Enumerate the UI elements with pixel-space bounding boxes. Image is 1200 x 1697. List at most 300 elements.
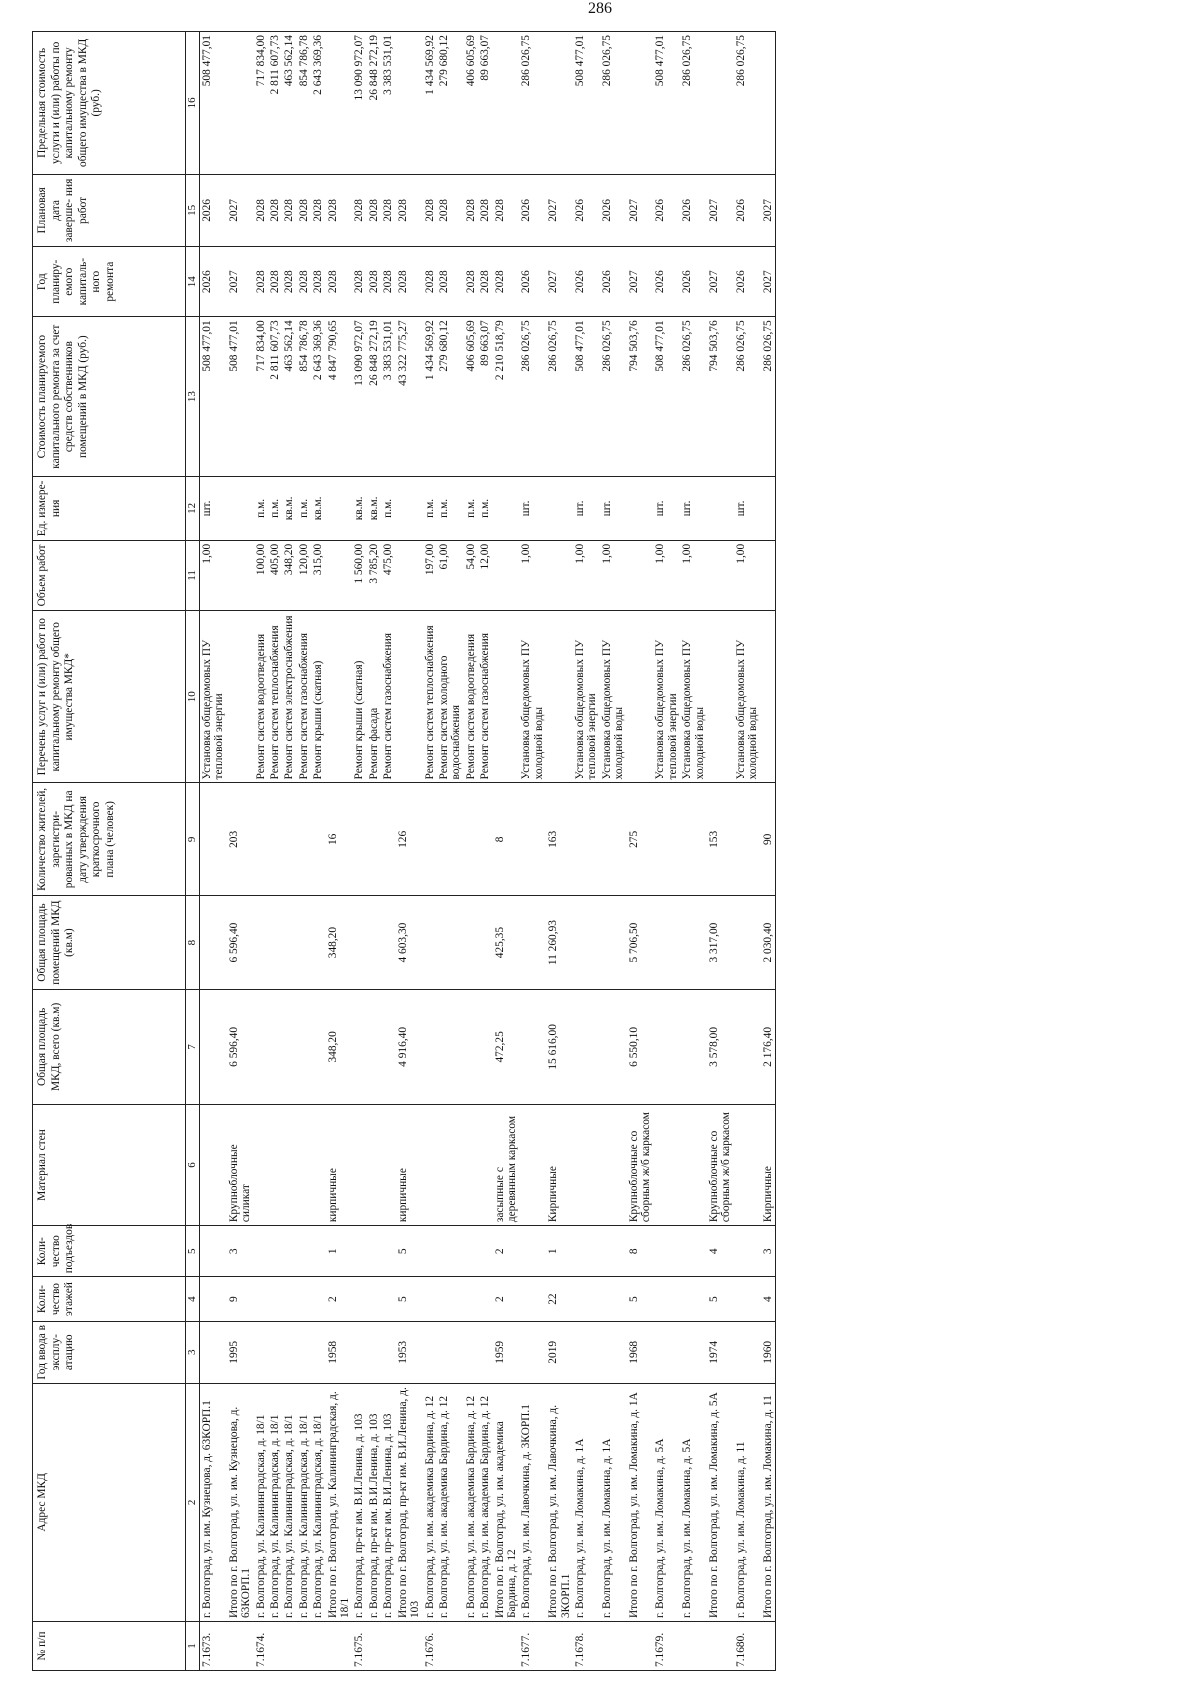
cell-address: г. Волгоград, ул. им. Ломакина, д. 5А: [653, 1383, 680, 1621]
cell-max-cost: [396, 32, 423, 175]
cell-work-volume: 405,00: [268, 540, 282, 610]
cell-address: г. Волгоград, ул. им. академика Бардина, д. 12: [478, 1383, 492, 1621]
cell-entrances: 4: [707, 1226, 734, 1277]
cell-repair-cost: 2 210 518,79: [493, 317, 520, 477]
cell-repair-cost: 4 847 790,65: [326, 317, 353, 477]
table-row: [311, 32, 325, 1671]
cell-entrances: [464, 1226, 478, 1277]
cell-total-area: [297, 989, 311, 1104]
cell-total-area: 4 916,40: [396, 989, 423, 1104]
cell-repair-cost: 89 663,07: [478, 317, 492, 477]
cell-year-commissioned: [200, 1321, 227, 1383]
cell-floors: [352, 1277, 366, 1322]
cell-unit: [546, 476, 573, 540]
cell-work-volume: 100,00: [254, 540, 268, 610]
cell-address: Итого по г. Волгоград, ул. им. Ломакина, д. 5А: [707, 1383, 734, 1621]
cell-floors: [653, 1277, 680, 1322]
cell-repair-year: 2026: [200, 247, 227, 317]
cell-year-commissioned: [437, 1321, 464, 1383]
cell-wall-material: Крупноблочные силикат: [227, 1104, 254, 1225]
cell-max-cost: 286 026,75: [600, 32, 627, 175]
cell-address: Итого по г. Волгоград, ул. Калининградская, д. 18/1: [326, 1383, 353, 1621]
cell-unit: п.м.: [381, 476, 395, 540]
cell-completion-date: 2027: [546, 174, 573, 246]
cell-repair-cost: 794 503,76: [627, 317, 654, 477]
cell-entrances: [478, 1226, 492, 1277]
cell-wall-material: Крупноблочные со сборным ж/б каркасом: [627, 1104, 654, 1225]
cell-floors: 9: [227, 1277, 254, 1322]
cell-work-description: Установка общедомовых ПУ тепловой энергии: [653, 611, 680, 783]
cell-total-area: [600, 989, 627, 1104]
cell-work-volume: 197,00: [423, 540, 437, 610]
cell-premises-area: [519, 896, 546, 990]
cell-address: г. Волгоград, ул. им. академика Бардина, д. 12: [423, 1383, 437, 1621]
cell-row-number: 7.1673.: [200, 1622, 227, 1671]
table-row: [254, 32, 268, 1671]
cell-work-volume: 1,00: [680, 540, 707, 610]
cell-unit: п.м.: [478, 476, 492, 540]
cell-repair-cost: 279 680,12: [437, 317, 464, 477]
cell-total-area: [653, 989, 680, 1104]
cell-repair-year: 2026: [573, 247, 600, 317]
cell-wall-material: [423, 1104, 437, 1225]
cell-repair-cost: 286 026,75: [519, 317, 546, 477]
cell-floors: [680, 1277, 707, 1322]
cell-max-cost: [493, 32, 520, 175]
cell-work-description: Установка общедомовых ПУ холодной воды: [519, 611, 546, 783]
cell-floors: [282, 1277, 296, 1322]
cell-entrances: [600, 1226, 627, 1277]
cell-entrances: [381, 1226, 395, 1277]
cell-entrances: [653, 1226, 680, 1277]
cell-work-volume: [326, 540, 353, 610]
cell-repair-cost: 43 322 775,27: [396, 317, 423, 477]
cell-row-number: [282, 1622, 296, 1671]
cell-max-cost: 854 786,78: [297, 32, 311, 175]
cell-year-commissioned: [297, 1321, 311, 1383]
cell-work-description: Ремонт систем газоснабжения: [381, 611, 395, 783]
cell-premises-area: 2 030,40: [761, 896, 776, 990]
column-number: 8: [186, 896, 200, 990]
cell-residents: [268, 783, 282, 896]
cell-year-commissioned: [464, 1321, 478, 1383]
cell-entrances: [519, 1226, 546, 1277]
cell-premises-area: [478, 896, 492, 990]
cell-unit: шт.: [680, 476, 707, 540]
cell-max-cost: 717 834,00: [254, 32, 268, 175]
column-header: Объем работ: [33, 540, 186, 610]
cell-repair-year: 2027: [546, 247, 573, 317]
cell-wall-material: [680, 1104, 707, 1225]
cell-completion-date: 2027: [761, 174, 776, 246]
cell-repair-year: 2028: [268, 247, 282, 317]
cell-total-area: [268, 989, 282, 1104]
cell-wall-material: [478, 1104, 492, 1225]
cell-unit: шт.: [200, 476, 227, 540]
cell-wall-material: [352, 1104, 366, 1225]
cell-row-number: [600, 1622, 627, 1671]
cell-completion-date: 2027: [707, 174, 734, 246]
table-row: [352, 32, 366, 1671]
cell-address: г. Волгоград, пр-кт им. В.И.Ленина, д. 103: [352, 1383, 366, 1621]
cell-work-description: Установка общедомовых ПУ холодной воды: [600, 611, 627, 783]
cell-repair-cost: 2 811 607,73: [268, 317, 282, 477]
column-header: Адрес МКД: [33, 1383, 186, 1621]
cell-repair-year: 2026: [734, 247, 761, 317]
cell-total-area: [311, 989, 325, 1104]
cell-completion-date: 2026: [519, 174, 546, 246]
cell-total-area: [282, 989, 296, 1104]
cell-max-cost: 286 026,75: [519, 32, 546, 175]
cell-premises-area: [423, 896, 437, 990]
cell-completion-date: 2026: [734, 174, 761, 246]
cell-residents: [464, 783, 478, 896]
cell-completion-date: 2028: [297, 174, 311, 246]
cell-completion-date: 2028: [282, 174, 296, 246]
cell-total-area: 15 616,00: [546, 989, 573, 1104]
cell-repair-year: 2027: [707, 247, 734, 317]
cell-unit: шт.: [519, 476, 546, 540]
cell-wall-material: засыпные с деревянным каркасом: [493, 1104, 520, 1225]
cell-premises-area: 5 706,50: [627, 896, 654, 990]
capital-repair-table: [32, 31, 776, 1671]
cell-total-area: 472,25: [493, 989, 520, 1104]
cell-row-number: [297, 1622, 311, 1671]
cell-work-volume: [707, 540, 734, 610]
cell-premises-area: [464, 896, 478, 990]
cell-entrances: [573, 1226, 600, 1277]
table-row: [478, 32, 492, 1671]
cell-wall-material: Кирпичные: [546, 1104, 573, 1225]
cell-repair-year: 2027: [227, 247, 254, 317]
table-row: [600, 32, 627, 1671]
cell-work-description: Ремонт систем газоснабжения: [297, 611, 311, 783]
cell-total-area: [200, 989, 227, 1104]
cell-year-commissioned: [519, 1321, 546, 1383]
cell-address: г. Волгоград, ул. им. Кузнецова, д. 63КОРП.1: [200, 1383, 227, 1621]
cell-entrances: 3: [227, 1226, 254, 1277]
column-number: 14: [186, 247, 200, 317]
column-number: 7: [186, 989, 200, 1104]
cell-total-area: [367, 989, 381, 1104]
cell-max-cost: [546, 32, 573, 175]
cell-floors: 2: [493, 1277, 520, 1322]
cell-address: г. Волгоград, ул. Калининградская, д. 18/1: [254, 1383, 268, 1621]
cell-unit: шт.: [600, 476, 627, 540]
cell-premises-area: [653, 896, 680, 990]
cell-residents: [734, 783, 761, 896]
cell-completion-date: 2027: [627, 174, 654, 246]
cell-unit: п.м.: [423, 476, 437, 540]
cell-max-cost: 26 848 272,19: [367, 32, 381, 175]
cell-total-area: 348,20: [326, 989, 353, 1104]
cell-work-volume: [761, 540, 776, 610]
cell-floors: [268, 1277, 282, 1322]
cell-residents: [254, 783, 268, 896]
cell-max-cost: 508 477,01: [653, 32, 680, 175]
cell-row-number: [396, 1622, 423, 1671]
cell-repair-cost: 463 562,14: [282, 317, 296, 477]
cell-residents: 203: [227, 783, 254, 896]
cell-floors: [464, 1277, 478, 1322]
cell-address: г. Волгоград, ул. им. академика Бардина, д. 12: [464, 1383, 478, 1621]
cell-residents: 163: [546, 783, 573, 896]
cell-premises-area: 425,35: [493, 896, 520, 990]
cell-completion-date: 2027: [227, 174, 254, 246]
table-row: [200, 32, 227, 1671]
cell-address: Итого по г. Волгоград, ул. им. Кузнецова, д. 63КОРП.1: [227, 1383, 254, 1621]
cell-work-volume: [396, 540, 423, 610]
cell-unit: [396, 476, 423, 540]
cell-completion-date: 2028: [464, 174, 478, 246]
cell-wall-material: кирпичные: [326, 1104, 353, 1225]
table-row: [367, 32, 381, 1671]
cell-work-description: Установка общедомовых ПУ холодной воды: [680, 611, 707, 783]
cell-work-volume: 1 560,00: [352, 540, 366, 610]
cell-row-number: [227, 1622, 254, 1671]
cell-work-description: Ремонт систем теплоснабжения: [423, 611, 437, 783]
cell-year-commissioned: 1974: [707, 1321, 734, 1383]
cell-year-commissioned: [268, 1321, 282, 1383]
cell-entrances: 2: [493, 1226, 520, 1277]
column-number: 10: [186, 611, 200, 783]
cell-row-number: [367, 1622, 381, 1671]
column-header: Ед. измере- ния: [33, 476, 186, 540]
cell-max-cost: 508 477,01: [200, 32, 227, 175]
cell-row-number: [707, 1622, 734, 1671]
cell-unit: п.м.: [297, 476, 311, 540]
cell-max-cost: 13 090 972,07: [352, 32, 366, 175]
cell-floors: 4: [761, 1277, 776, 1322]
cell-work-volume: [227, 540, 254, 610]
cell-floors: [254, 1277, 268, 1322]
cell-completion-date: 2026: [600, 174, 627, 246]
cell-completion-date: 2028: [381, 174, 395, 246]
cell-total-area: [437, 989, 464, 1104]
cell-residents: 153: [707, 783, 734, 896]
cell-completion-date: 2028: [423, 174, 437, 246]
cell-repair-year: 2028: [297, 247, 311, 317]
cell-work-volume: 54,00: [464, 540, 478, 610]
cell-floors: [200, 1277, 227, 1322]
cell-work-description: [627, 611, 654, 783]
cell-work-volume: 1,00: [573, 540, 600, 610]
cell-max-cost: 279 680,12: [437, 32, 464, 175]
cell-work-description: [326, 611, 353, 783]
cell-wall-material: Крупноблочные со сборным ж/б каркасом: [707, 1104, 734, 1225]
cell-total-area: [478, 989, 492, 1104]
cell-entrances: 3: [761, 1226, 776, 1277]
cell-residents: [519, 783, 546, 896]
cell-residents: [352, 783, 366, 896]
cell-max-cost: 89 663,07: [478, 32, 492, 175]
cell-residents: [367, 783, 381, 896]
cell-address: Итого по г. Волгоград, ул. им. Ломакина, д. 1А: [627, 1383, 654, 1621]
cell-completion-date: 2028: [311, 174, 325, 246]
cell-max-cost: [326, 32, 353, 175]
cell-year-commissioned: [282, 1321, 296, 1383]
cell-wall-material: [734, 1104, 761, 1225]
cell-address: г. Волгоград, ул. Калининградская, д. 18/1: [282, 1383, 296, 1621]
cell-address: г. Волгоград, ул. им. Лавочкина, д. 3КОРП.1: [519, 1383, 546, 1621]
cell-premises-area: 6 596,40: [227, 896, 254, 990]
table-row: [761, 32, 776, 1671]
cell-entrances: [680, 1226, 707, 1277]
cell-premises-area: [367, 896, 381, 990]
cell-repair-cost: 1 434 569,92: [423, 317, 437, 477]
table-row: [627, 32, 654, 1671]
cell-work-volume: 475,00: [381, 540, 395, 610]
cell-work-description: Установка общедомовых ПУ холодной воды: [734, 611, 761, 783]
cell-row-number: [546, 1622, 573, 1671]
cell-year-commissioned: 1968: [627, 1321, 654, 1383]
cell-repair-cost: 3 383 531,01: [381, 317, 395, 477]
column-number: 15: [186, 174, 200, 246]
cell-address: г. Волгоград, ул. им. Ломакина, д. 1А: [600, 1383, 627, 1621]
column-header: Год планиру- емого капиталь- ного ремонта: [33, 247, 186, 317]
cell-repair-cost: 286 026,75: [680, 317, 707, 477]
cell-address: г. Волгоград, ул. Калининградская, д. 18/1: [297, 1383, 311, 1621]
cell-repair-year: 2028: [396, 247, 423, 317]
cell-work-volume: 12,00: [478, 540, 492, 610]
cell-wall-material: кирпичные: [396, 1104, 423, 1225]
cell-total-area: [519, 989, 546, 1104]
cell-year-commissioned: [352, 1321, 366, 1383]
cell-wall-material: [381, 1104, 395, 1225]
cell-premises-area: [680, 896, 707, 990]
column-header: Коли- чество этажей: [33, 1277, 186, 1322]
cell-floors: 22: [546, 1277, 573, 1322]
column-header: Общая площадь помещений МКД (кв.м): [33, 896, 186, 990]
cell-residents: [600, 783, 627, 896]
cell-repair-cost: 717 834,00: [254, 317, 268, 477]
cell-wall-material: [367, 1104, 381, 1225]
cell-entrances: 1: [326, 1226, 353, 1277]
cell-work-volume: 1,00: [653, 540, 680, 610]
cell-unit: п.м.: [268, 476, 282, 540]
cell-year-commissioned: [600, 1321, 627, 1383]
cell-work-description: Установка общедомовых ПУ тепловой энергии: [200, 611, 227, 783]
cell-year-commissioned: [311, 1321, 325, 1383]
cell-residents: [423, 783, 437, 896]
cell-unit: п.м.: [464, 476, 478, 540]
cell-completion-date: 2026: [200, 174, 227, 246]
cell-premises-area: [268, 896, 282, 990]
table-row: [680, 32, 707, 1671]
table-row: [437, 32, 464, 1671]
cell-total-area: [680, 989, 707, 1104]
cell-work-description: [761, 611, 776, 783]
cell-premises-area: [254, 896, 268, 990]
cell-unit: [227, 476, 254, 540]
cell-repair-cost: 794 503,76: [707, 317, 734, 477]
column-number: 5: [186, 1226, 200, 1277]
cell-row-number: [464, 1622, 478, 1671]
cell-year-commissioned: 1953: [396, 1321, 423, 1383]
column-number-row: [186, 32, 200, 1671]
cell-work-volume: 3 785,20: [367, 540, 381, 610]
cell-work-description: Ремонт систем электроснабжения: [282, 611, 296, 783]
table-row: [707, 32, 734, 1671]
column-header: Предельная стоимость услуги и (или) работы по капитальному ремонту общего имущества в МКД (руб.): [33, 32, 186, 175]
cell-premises-area: 11 260,93: [546, 896, 573, 990]
cell-unit: [627, 476, 654, 540]
cell-total-area: [381, 989, 395, 1104]
cell-work-volume: [627, 540, 654, 610]
column-number: 6: [186, 1104, 200, 1225]
cell-residents: [311, 783, 325, 896]
cell-residents: [437, 783, 464, 896]
column-number: 11: [186, 540, 200, 610]
cell-floors: [311, 1277, 325, 1322]
cell-max-cost: 286 026,75: [734, 32, 761, 175]
cell-repair-cost: 2 643 369,36: [311, 317, 325, 477]
cell-floors: [478, 1277, 492, 1322]
table-row: [464, 32, 478, 1671]
cell-completion-date: 2026: [573, 174, 600, 246]
cell-max-cost: 1 434 569,92: [423, 32, 437, 175]
cell-year-commissioned: [734, 1321, 761, 1383]
cell-total-area: [573, 989, 600, 1104]
cell-work-volume: 348,20: [282, 540, 296, 610]
cell-max-cost: [761, 32, 776, 175]
cell-entrances: [297, 1226, 311, 1277]
cell-unit: кв.м.: [352, 476, 366, 540]
cell-premises-area: [352, 896, 366, 990]
cell-work-volume: [493, 540, 520, 610]
table-row: [227, 32, 254, 1671]
cell-total-area: [254, 989, 268, 1104]
cell-row-number: [478, 1622, 492, 1671]
cell-completion-date: 2028: [254, 174, 268, 246]
cell-repair-cost: 508 477,01: [200, 317, 227, 477]
cell-entrances: [254, 1226, 268, 1277]
cell-residents: [381, 783, 395, 896]
cell-residents: 8: [493, 783, 520, 896]
cell-row-number: [326, 1622, 353, 1671]
cell-year-commissioned: [254, 1321, 268, 1383]
cell-wall-material: [200, 1104, 227, 1225]
table-row: [381, 32, 395, 1671]
cell-address: Итого по г. Волгоград, пр-кт им. В.И.Ленина, д. 103: [396, 1383, 423, 1621]
table-row: [326, 32, 353, 1671]
cell-premises-area: 348,20: [326, 896, 353, 990]
column-number: 1: [186, 1622, 200, 1671]
cell-completion-date: 2028: [396, 174, 423, 246]
cell-wall-material: Кирпичные: [761, 1104, 776, 1225]
cell-repair-year: 2027: [761, 247, 776, 317]
cell-wall-material: [519, 1104, 546, 1225]
cell-year-commissioned: [423, 1321, 437, 1383]
cell-row-number: 7.1679.: [653, 1622, 680, 1671]
cell-row-number: [268, 1622, 282, 1671]
page-number: 286: [588, 0, 612, 17]
cell-address: Итого по г. Волгоград, ул. им. Ломакина, д. 11: [761, 1383, 776, 1621]
cell-total-area: [352, 989, 366, 1104]
cell-unit: кв.м.: [311, 476, 325, 540]
cell-row-number: [761, 1622, 776, 1671]
cell-completion-date: 2028: [352, 174, 366, 246]
cell-work-volume: 315,00: [311, 540, 325, 610]
cell-year-commissioned: 1995: [227, 1321, 254, 1383]
cell-wall-material: [437, 1104, 464, 1225]
cell-row-number: [627, 1622, 654, 1671]
cell-max-cost: 286 026,75: [680, 32, 707, 175]
cell-completion-date: 2028: [268, 174, 282, 246]
cell-unit: кв.м.: [367, 476, 381, 540]
cell-max-cost: 2 811 607,73: [268, 32, 282, 175]
column-header: Год ввода в эксплу- атацию: [33, 1321, 186, 1383]
